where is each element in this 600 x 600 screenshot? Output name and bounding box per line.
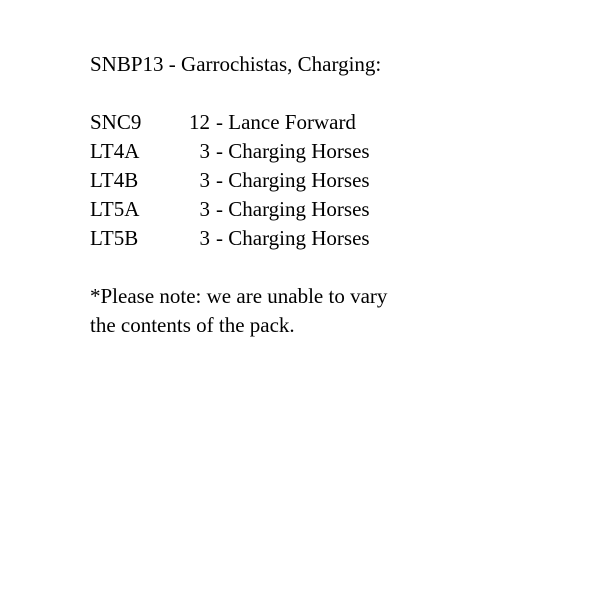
item-quantity: 3 xyxy=(199,226,210,250)
item-quantity: 3 xyxy=(199,139,210,163)
item-code: LT4A xyxy=(90,139,140,163)
item-description: - Charging Horses xyxy=(216,168,370,192)
item-code: LT5A xyxy=(90,197,140,221)
item-quantity: 3 xyxy=(199,197,210,221)
item-description: - Charging Horses xyxy=(216,226,370,250)
item-description: - Charging Horses xyxy=(216,197,370,221)
list-item xyxy=(90,166,570,195)
pack-contents-list xyxy=(90,108,570,253)
item-code: LT5B xyxy=(90,226,139,250)
list-item xyxy=(90,108,570,137)
pack-note: *Please note: we are unable to vary the contents of the pack. xyxy=(90,284,388,337)
pack-description xyxy=(90,50,570,340)
item-description: - Lance Forward xyxy=(216,110,356,134)
item-code: LT4B xyxy=(90,168,139,192)
item-quantity: 12 xyxy=(189,110,210,134)
list-item xyxy=(90,137,570,166)
item-description: - Charging Horses xyxy=(216,139,370,163)
list-item xyxy=(90,224,570,253)
list-item xyxy=(90,195,570,224)
pack-title: SNBP13 - Garrochistas, Charging: xyxy=(90,52,382,76)
item-quantity: 3 xyxy=(199,168,210,192)
item-code: SNC9 xyxy=(90,110,142,134)
